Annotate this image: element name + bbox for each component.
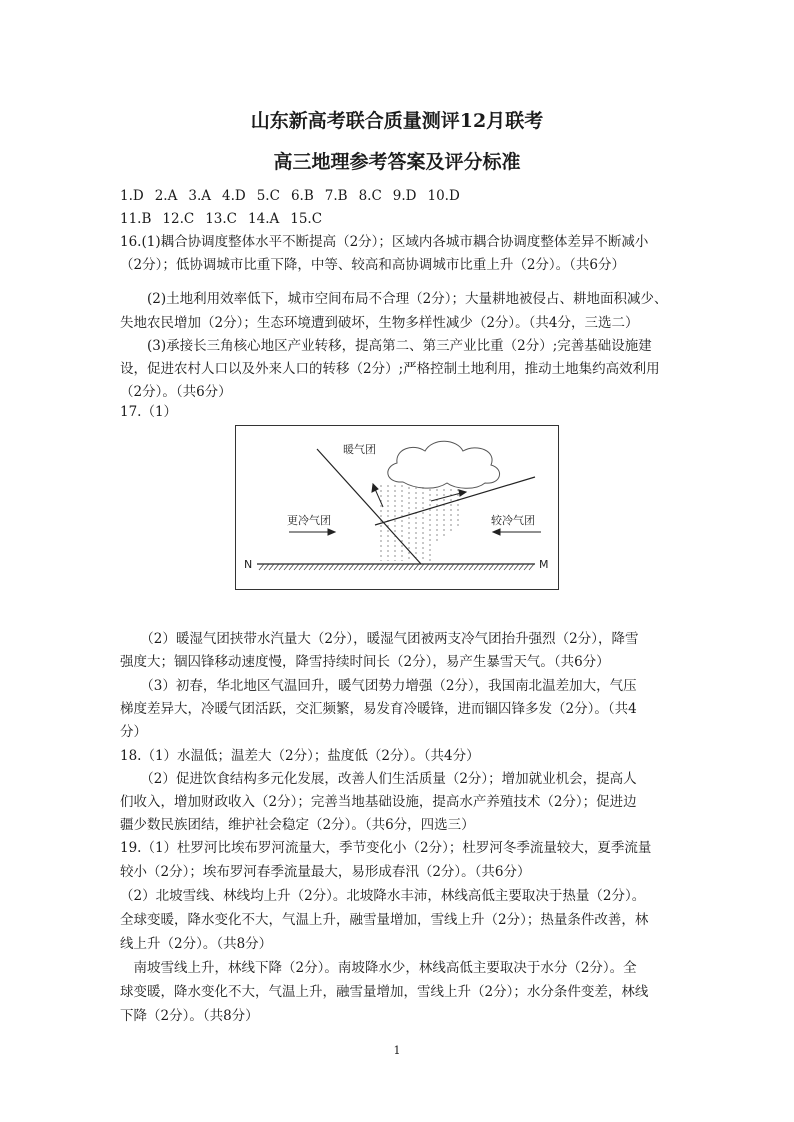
- q19-line: 下降（2分）。（共8分）: [120, 1008, 259, 1024]
- hatch-stroke: [329, 564, 334, 570]
- warm-air-label: 暖气团: [343, 443, 376, 456]
- hatch-stroke: [364, 564, 369, 570]
- hatch-stroke: [384, 564, 389, 570]
- hatch-stroke: [489, 564, 494, 570]
- mc-answer: 10.D: [427, 188, 460, 204]
- q18-line: 们收入，增加财政收入（2分）；完善当地基础设施，提高水产养殖技术（2分）；促进边: [120, 794, 637, 810]
- mc-answer: 4.D: [222, 188, 246, 204]
- q19-line: 球变暖，降水变化不大，气温上升，融雪量增加，雪线上升（2分）；水分条件变差，林线: [120, 984, 649, 1000]
- hatch-stroke: [264, 564, 269, 570]
- hatch-stroke: [314, 564, 319, 570]
- hatch-stroke: [529, 564, 534, 570]
- q17-line: 分）: [120, 724, 147, 740]
- q16-line: (3)承接长三角核心地区产业转移，提高第二、第三产业比重（2分）;完善基础设施建: [120, 338, 652, 354]
- hatch-stroke: [309, 564, 314, 570]
- right-end-label: M: [539, 558, 549, 571]
- diagram-frame: [236, 426, 559, 590]
- q17-line: （2）暖湿气团挟带水汽量大（2分），暖湿气团被两支冷气团抬升强烈（2分），降雪: [120, 631, 639, 647]
- cloud-icon: [388, 441, 500, 488]
- hatch-stroke: [279, 564, 284, 570]
- page-title: 山东新高考联合质量测评12月联考: [250, 110, 544, 132]
- hatch-stroke: [509, 564, 514, 570]
- colder-air-arrowhead: [328, 529, 335, 535]
- hatch-stroke: [504, 564, 509, 570]
- q16-line: 16.(1)耦合协调度整体水平不断提高（2分）；区域内各城市耦合协调度整体差异不断减小: [120, 234, 649, 250]
- page-number: 1: [393, 1044, 401, 1057]
- cool-air-arrowhead: [493, 529, 500, 535]
- hatch-stroke: [339, 564, 344, 570]
- mc-answer: 13.C: [205, 211, 238, 227]
- hatch-stroke: [259, 564, 264, 570]
- hatch-stroke: [354, 564, 359, 570]
- hatch-stroke: [459, 564, 464, 570]
- mc-answer: 6.B: [290, 188, 314, 204]
- mc-answer: 3.A: [188, 188, 211, 204]
- mc-answer: 8.C: [358, 188, 382, 204]
- mc-answer: 11.B: [120, 211, 152, 227]
- hatch-stroke: [379, 564, 384, 570]
- hatch-stroke: [444, 564, 449, 570]
- q19-line: 较小（2分）；埃布罗河春季流量最大，易形成春汛（2分）。（共6分）: [120, 864, 531, 880]
- hatch-stroke: [409, 564, 414, 570]
- hatch-stroke: [304, 564, 309, 570]
- colder-air-label: 更冷气团: [287, 514, 331, 527]
- mc-answer: 5.C: [256, 188, 280, 204]
- mc-answer: 7.B: [324, 188, 348, 204]
- q18-line: 疆少数民族团结，维护社会稳定（2分）。（共6分，四选三）: [120, 817, 475, 833]
- hatch-stroke: [524, 564, 529, 570]
- hatch-stroke: [484, 564, 489, 570]
- q18-line: 18.（1）水温低；温差大（2分）；盐度低（2分）。（共4分）: [120, 748, 480, 764]
- rising-air-arrow-left: [375, 489, 383, 507]
- hatch-stroke: [454, 564, 459, 570]
- q16-line: （2分）；低协调城市比重下降，中等、较高和高协调城市比重上升（2分）。（共6分）: [120, 257, 626, 273]
- hatch-stroke: [499, 564, 504, 570]
- q19-line: （2）北坡雪线、林线均上升（2分）。北坡降水丰沛，林线高低主要取决于热量（2分）。: [120, 888, 646, 904]
- hatch-stroke: [374, 564, 379, 570]
- q16-line: (2)土地利用效率低下，城市空间布局不合理（2分）；大量耕地被侵占、耕地面积减少、: [120, 291, 668, 307]
- mc-answer: 2.A: [154, 188, 178, 204]
- hatch-stroke: [294, 564, 299, 570]
- hatch-stroke: [449, 564, 454, 570]
- hatch-stroke: [514, 564, 519, 570]
- page-subtitle: 高三地理参考答案及评分标准: [273, 151, 521, 173]
- hatch-stroke: [394, 564, 399, 570]
- rising-air-arrow-right: [431, 493, 461, 501]
- mc-answer: 12.C: [162, 211, 195, 227]
- cool-air-label: 较冷气团: [491, 514, 535, 527]
- hatch-stroke: [399, 564, 404, 570]
- hatch-stroke: [474, 564, 479, 570]
- q19-line: 线上升（2分）。（共8分）: [120, 936, 273, 952]
- rising-air-arrowhead-right: [459, 490, 466, 496]
- hatch-stroke: [349, 564, 354, 570]
- q17-line: （3）初春，华北地区气温回升，暖气团势力增强（2分），我国南北温差加大，气压: [120, 678, 637, 694]
- q16-line: 设，促进农村人口以及外来人口的转移（2分）;严格控制土地利用，推动土地集约高效利用: [120, 361, 660, 377]
- hatch-stroke: [434, 564, 439, 570]
- hatch-stroke: [439, 564, 444, 570]
- q17-line: 梯度差异大，冷暖气团活跃，交汇频繁，易发育冷暖锋，进而锢囚锋多发（2分）。（共4: [120, 701, 637, 717]
- q17-label: 17.（1）: [120, 404, 178, 420]
- hatch-stroke: [334, 564, 339, 570]
- hatch-stroke: [324, 564, 329, 570]
- hatch-stroke: [519, 564, 524, 570]
- front-diagram: [235, 425, 559, 590]
- hatch-stroke: [299, 564, 304, 570]
- hatch-stroke: [469, 564, 474, 570]
- mc-answer: 1.D: [120, 188, 144, 204]
- mc-answer: 9.D: [392, 188, 417, 204]
- mc-answers-row-2: [120, 209, 680, 229]
- mc-answer: 14.A: [248, 211, 280, 227]
- hatch-stroke: [289, 564, 294, 570]
- hatch-stroke: [274, 564, 279, 570]
- q19-line: 南坡雪线上升，林线下降（2分）。南坡降水少，林线高低主要取决于水分（2分）。全: [120, 960, 637, 976]
- mc-answers-row-1: [120, 186, 680, 206]
- hatch-stroke: [419, 564, 424, 570]
- hatch-stroke: [344, 564, 349, 570]
- q16-line: （2分）。（共6分）: [120, 384, 232, 400]
- hatch-stroke: [429, 564, 434, 570]
- q18-line: （2）促进饮食结构多元化发展，改善人们生活质量（2分）；增加就业机会，提高人: [120, 771, 637, 787]
- hatch-stroke: [389, 564, 394, 570]
- hatch-stroke: [424, 564, 429, 570]
- hatch-stroke: [464, 564, 469, 570]
- hatch-stroke: [414, 564, 419, 570]
- hatch-stroke: [479, 564, 484, 570]
- q19-line: 全球变暖，降水变化不大，气温上升，融雪量增加，雪线上升（2分）；热量条件改善，林: [120, 912, 649, 928]
- hatch-stroke: [369, 564, 374, 570]
- hatch-stroke: [494, 564, 499, 570]
- mc-answer: 15.C: [290, 211, 323, 227]
- hatch-stroke: [269, 564, 274, 570]
- q16-line: 失地农民增加（2分）；生态环境遭到破坏，生物多样性减少（2分）。（共4分，三选二）: [120, 315, 639, 331]
- ground-hatching: [259, 564, 534, 570]
- q19-line: 19.（1）杜罗河比埃布罗河流量大，季节变化小（2分）；杜罗河冬季流量较大，夏季流量: [120, 840, 652, 856]
- hatch-stroke: [284, 564, 289, 570]
- hatch-stroke: [404, 564, 409, 570]
- hatch-stroke: [359, 564, 364, 570]
- left-end-label: N: [244, 558, 253, 571]
- q17-line: 强度大；锢囚锋移动速度慢，降雪持续时间长（2分），易产生暴雪天气。（共6分）: [120, 654, 610, 670]
- rising-air-arrowhead-left: [372, 484, 378, 492]
- hatch-stroke: [319, 564, 324, 570]
